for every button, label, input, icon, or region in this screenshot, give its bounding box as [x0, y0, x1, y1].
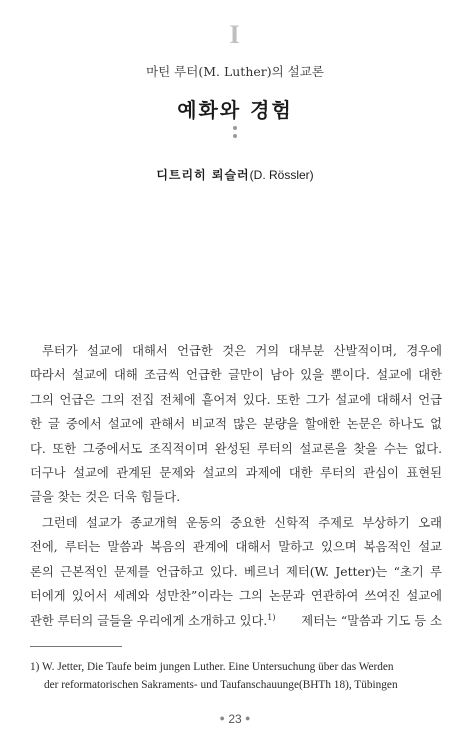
paragraph-1 — [30, 339, 442, 510]
text-line: 루터가 설교에 대해서 언급한 것은 거의 대부분 산발적이며, 경우에 — [42, 344, 442, 358]
author-name: 디트리히 뢰슬러 — [156, 168, 250, 182]
divider-dot — [233, 126, 237, 130]
chapter-numeral: I — [229, 20, 241, 49]
footnote-number: 1) — [30, 661, 40, 673]
page-number-value: 23 — [228, 712, 242, 726]
page-number-bullet-icon: ● — [219, 713, 225, 723]
divider-dot — [233, 134, 237, 138]
text-line: 그런데 설교가 종교개혁 운동의 중요한 신학적 주제로 부상하기 오래 — [42, 516, 442, 530]
footnote-text: W. Jetter, Die Taufe beim jungen Luther. Eine Untersuchung über das Werden — [42, 661, 394, 673]
text-line: 전에, 루터는 말씀과 복음의 관계에 대해서 말하고 있으며 복음적인 설교 — [30, 540, 442, 555]
text-segment: 관한 루터의 글들을 우리에게 소개하고 있다. — [30, 613, 268, 628]
footnote-reference[interactable]: 1) — [267, 612, 276, 622]
page-number-bullet-icon: ● — [245, 713, 251, 723]
chapter-title: 예화와 경험 — [177, 98, 293, 122]
footnote — [30, 658, 450, 694]
text-line: 글을 찾는 것은 더욱 힘들다. — [30, 490, 181, 505]
text-line: 터에게 있어서 세례와 성만찬”이라는 그의 논문과 연관하여 쓰여진 설교에 — [30, 589, 442, 604]
title-divider-dots — [226, 126, 244, 142]
text-segment: 제터는 “말씀과 기도 등 소 — [301, 613, 442, 628]
text-line: 그의 언급은 그의 전집 전체에 흩어져 있다. 또한 그가 설교에 대해서 언급 — [30, 392, 442, 407]
footnote-line: der reformatorischen Sakraments- und Taufanschauunge(BHTh 18), Tübingen — [44, 679, 398, 691]
author-line — [0, 166, 470, 183]
author-original-name: (D. Rössler) — [249, 168, 314, 182]
text-line: 론의 근본적인 문제를 언급하고 있다. 베르너 제터(W. Jetter)는 “초기 루 — [30, 564, 442, 579]
paragraph-2 — [30, 511, 442, 633]
page-number — [0, 712, 470, 726]
text-line: 더구나 설교에 관계된 문제와 설교의 과제에 대한 루터의 관심이 표현된 — [30, 465, 442, 480]
text-line-with-footnote — [30, 609, 442, 633]
text-line: 따라서 설교에 대해 조금씩 언급한 글만이 남아 있을 뿐이다. 설교에 대한 — [30, 368, 442, 383]
chapter-subtitle: 마틴 루터(M. Luther)의 설교론 — [146, 64, 324, 79]
footnote-divider — [30, 646, 122, 647]
footnote-line — [30, 658, 450, 676]
text-line: 다. 또한 그중에서도 조직적이며 완성된 루터의 설교론을 찾을 수는 없다. — [30, 441, 442, 456]
text-line: 한 글 중에서 설교에 관해서 비교적 많은 분량을 할애한 논문은 하나도 없 — [30, 417, 442, 432]
